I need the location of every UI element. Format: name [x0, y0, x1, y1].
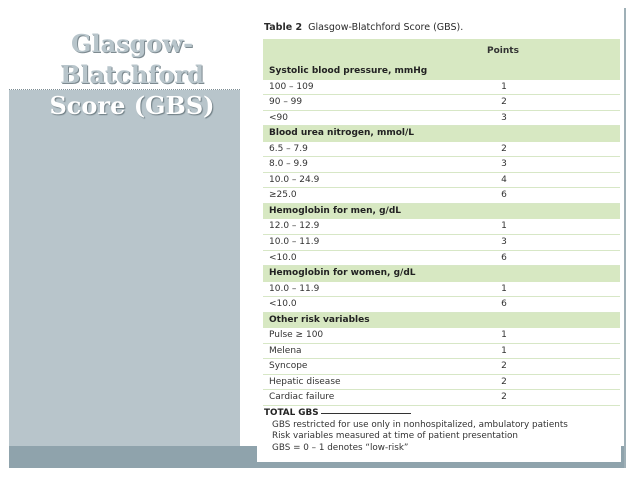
section-header-row	[263, 204, 620, 220]
table-row	[263, 80, 620, 96]
row-label: Syncope	[269, 361, 308, 372]
row-label: 10.0 – 24.9	[269, 174, 320, 185]
row-label: 100 – 109	[269, 81, 314, 92]
section-title: Hemoglobin for women, g/dL	[269, 268, 416, 279]
table-row	[263, 111, 620, 127]
right-edge	[624, 8, 626, 468]
table-row	[263, 188, 620, 204]
row-label: <10.0	[269, 252, 297, 263]
table-note: GBS = 0 – 1 denotes “low-risk”	[272, 442, 409, 453]
table-row	[263, 359, 620, 375]
table-row	[263, 235, 620, 251]
row-label: Hepatic disease	[269, 376, 341, 387]
section-title: Systolic blood pressure, mmHg	[269, 66, 428, 76]
row-points: 3	[501, 112, 507, 123]
row-label: 12.0 – 12.9	[269, 221, 320, 232]
table-row	[263, 95, 620, 111]
row-label: 8.0 – 9.9	[269, 159, 308, 170]
row-label: 10.0 – 11.9	[269, 283, 320, 294]
row-label: Cardiac failure	[269, 392, 335, 403]
table-row	[263, 375, 620, 391]
table-row	[263, 390, 620, 406]
row-points: 1	[501, 283, 507, 294]
row-label: 10.0 – 11.9	[269, 237, 320, 248]
table-caption-text: Glasgow-Blatchford Score (GBS).	[308, 22, 464, 33]
total-block	[264, 408, 619, 454]
total-gbs-text: TOTAL GBS	[264, 408, 319, 418]
row-points: 3	[501, 237, 507, 248]
table-row	[263, 328, 620, 344]
table-row	[263, 157, 620, 173]
section-title: Other risk variables	[269, 314, 370, 325]
row-points: 2	[501, 97, 507, 108]
row-points: 1	[501, 345, 507, 356]
row-label: <10.0	[269, 299, 297, 310]
row-label: Pulse ≥ 100	[269, 330, 324, 341]
total-gbs-label	[264, 408, 619, 420]
section-title: Blood urea nitrogen, mmol/L	[269, 128, 415, 139]
table-row	[263, 219, 620, 235]
points-header: Points	[487, 46, 519, 56]
row-points: 6	[501, 190, 507, 201]
gbs-table	[257, 18, 621, 462]
row-points: 2	[501, 143, 507, 154]
row-label: 90 – 99	[269, 97, 303, 108]
section-header-row	[263, 126, 620, 142]
section-header-row	[263, 266, 620, 282]
row-points: 2	[501, 392, 507, 403]
row-points: 2	[501, 376, 507, 387]
table-note: GBS restricted for use only in nonhospitalized, ambulatory patients	[272, 419, 568, 430]
total-gbs-blank	[321, 413, 411, 414]
row-label: Melena	[269, 345, 302, 356]
table-row	[263, 297, 620, 313]
table-row	[263, 142, 620, 158]
row-points: 6	[501, 252, 507, 263]
table-row	[263, 344, 620, 360]
table-caption-number: Table 2	[264, 22, 303, 33]
row-label: ≥25.0	[269, 190, 297, 201]
slide-title-line1: Glasgow-	[70, 29, 194, 58]
table-caption	[264, 22, 463, 33]
table-row	[263, 251, 620, 267]
row-points: 1	[501, 81, 507, 92]
row-points: 1	[501, 330, 507, 341]
table-row	[263, 282, 620, 298]
slide-title-line2: Blatchford	[60, 60, 204, 89]
slide-title	[40, 28, 224, 121]
table-header-row	[263, 39, 620, 64]
row-label: 6.5 – 7.9	[269, 143, 308, 154]
section-header-row	[263, 64, 620, 80]
section-title: Hemoglobin for men, g/dL	[269, 205, 401, 216]
row-points: 2	[501, 361, 507, 372]
row-label: <90	[269, 112, 288, 123]
table-body	[263, 39, 620, 406]
table-note: Risk variables measured at time of patient presentation	[272, 431, 519, 442]
slide-title-line3: Score (GBS)	[49, 91, 215, 120]
row-points: 3	[501, 159, 507, 170]
row-points: 6	[501, 299, 507, 310]
section-header-row	[263, 313, 620, 329]
row-points: 1	[501, 221, 507, 232]
table-row	[263, 173, 620, 189]
row-points: 4	[501, 174, 507, 185]
